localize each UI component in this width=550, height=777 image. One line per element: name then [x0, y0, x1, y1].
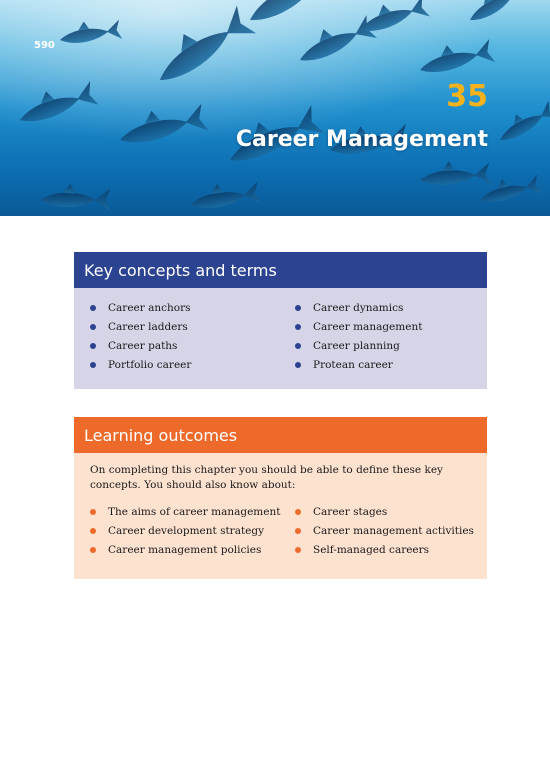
- key-concepts-body: [74, 288, 487, 389]
- bullet-icon: [90, 305, 96, 311]
- list-item: [90, 320, 295, 334]
- list-item: [90, 358, 295, 372]
- list-item-label: Career dynamics: [313, 302, 404, 314]
- list-item: [295, 358, 485, 372]
- bullet-icon: [295, 305, 301, 311]
- list-item: [90, 339, 295, 353]
- bullet-icon: [295, 343, 301, 349]
- list-item: [295, 543, 485, 557]
- bullet-icon: [90, 509, 96, 515]
- bullet-icon: [295, 547, 301, 553]
- header-photo: [0, 0, 550, 216]
- key-concepts-list: [90, 301, 473, 372]
- learning-outcomes-list: [90, 505, 473, 557]
- list-item-label: Self-managed careers: [313, 544, 430, 556]
- list-item-label: Career planning: [313, 340, 400, 352]
- list-item-label: Career management activities: [313, 525, 474, 537]
- bullet-icon: [90, 547, 96, 553]
- list-item: [295, 320, 485, 334]
- chapter-title: Career Management: [235, 127, 488, 152]
- list-item-label: Career anchors: [108, 302, 191, 314]
- list-item-label: The aims of career management: [108, 506, 281, 518]
- list-item: [90, 543, 295, 557]
- list-item: [90, 301, 295, 315]
- list-item-label: Career development strategy: [108, 525, 265, 537]
- list-item: [90, 505, 295, 519]
- bullet-icon: [295, 362, 301, 368]
- list-item: [295, 505, 485, 519]
- list-item-label: Career stages: [313, 506, 388, 518]
- bullet-icon: [295, 324, 301, 330]
- bullet-icon: [90, 362, 96, 368]
- bullet-icon: [90, 324, 96, 330]
- learning-outcomes-body: [74, 453, 487, 579]
- list-item-label: Career ladders: [108, 321, 188, 333]
- list-item-label: Career paths: [108, 340, 178, 352]
- learning-outcomes-box: [74, 417, 487, 579]
- bullet-icon: [295, 509, 301, 515]
- list-item-label: Career management policies: [108, 544, 262, 556]
- list-item-label: Portfolio career: [108, 359, 192, 371]
- page-number: 590: [34, 40, 55, 51]
- bullet-icon: [90, 528, 96, 534]
- list-item-label: Protean career: [313, 359, 393, 371]
- list-item: [295, 301, 485, 315]
- bullet-icon: [90, 343, 96, 349]
- chapter-number: 35: [446, 79, 488, 114]
- list-item: [295, 524, 485, 538]
- list-item-label: Career management: [313, 321, 423, 333]
- key-concepts-box: [74, 252, 487, 389]
- key-concepts-title: Key concepts and terms: [74, 252, 487, 288]
- learning-outcomes-intro: On completing this chapter you should be able to define these key concepts. You should also know about:: [90, 464, 443, 491]
- bullet-icon: [295, 528, 301, 534]
- learning-outcomes-title: Learning outcomes: [74, 417, 487, 453]
- list-item: [90, 524, 295, 538]
- list-item: [295, 339, 485, 353]
